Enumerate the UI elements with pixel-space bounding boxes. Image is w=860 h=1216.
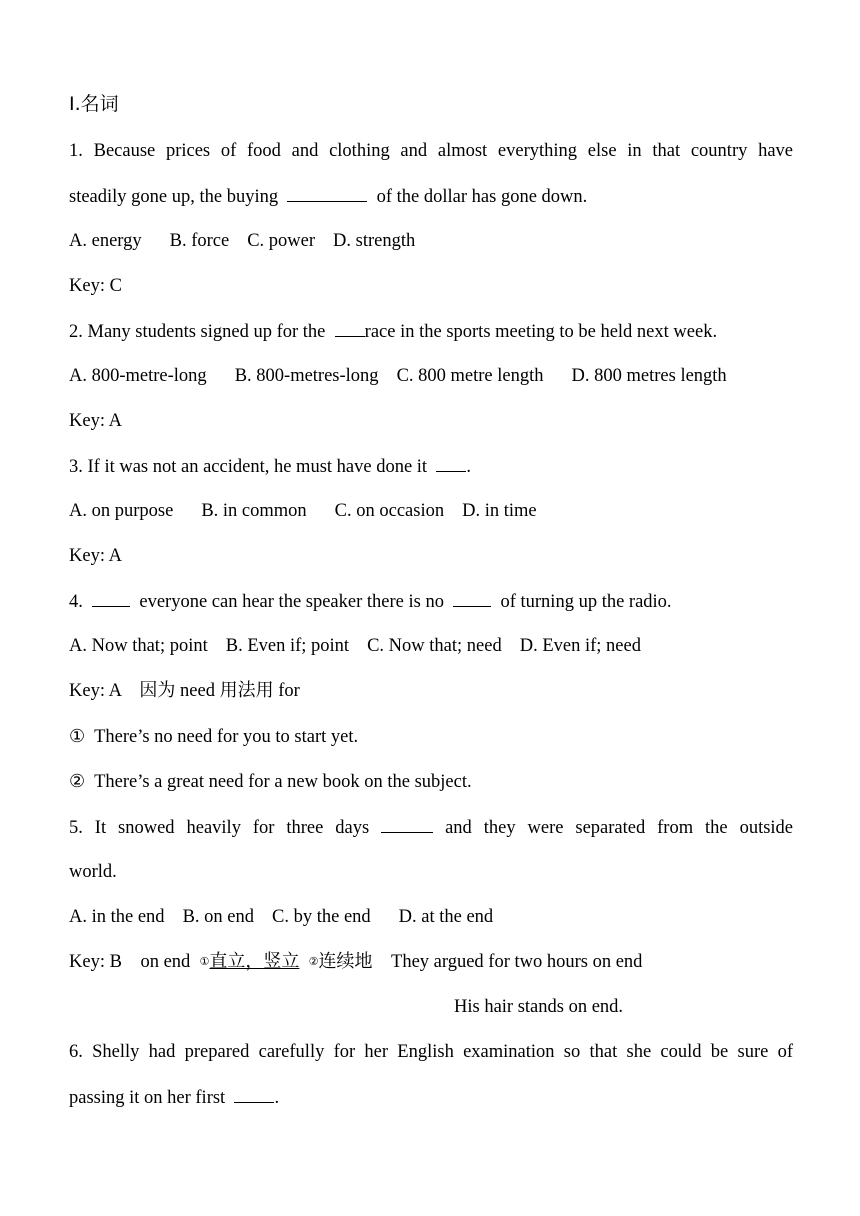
option-b: B. force	[169, 231, 230, 251]
note-cn: 因为	[139, 680, 176, 701]
answer-blank	[436, 454, 466, 472]
question-1-text-b: of the dollar has gone down.	[376, 187, 588, 207]
option-b: B. on end	[182, 907, 254, 927]
key-answer: Key: B	[69, 952, 122, 972]
question-4-example-1	[69, 725, 358, 749]
example-text: There’s a great need for a new book on the subject.	[94, 772, 472, 792]
question-2-options	[69, 364, 727, 388]
option-a: A. on purpose	[69, 501, 174, 521]
question-2-text	[69, 319, 717, 344]
option-b: B. 800-metres-long	[234, 366, 379, 386]
option-c: C. on occasion	[334, 501, 445, 521]
question-2-key: Key: A	[69, 411, 122, 431]
note-en-2: for	[278, 681, 300, 701]
question-5-line-2: world.	[69, 862, 117, 882]
question-6-text-b: .	[274, 1088, 280, 1108]
circled-number: ②	[69, 771, 86, 792]
option-a: A. Now that; point	[69, 636, 208, 656]
circled-number: ①	[69, 726, 86, 747]
option-a: A. energy	[69, 231, 142, 251]
question-4-text	[69, 589, 672, 614]
note-cn-2: 用法用	[219, 680, 274, 701]
option-a: A. in the end	[69, 907, 165, 927]
question-4-text-a: 4.	[69, 592, 83, 612]
option-c: C. Now that; need	[367, 636, 502, 656]
note-en: need	[180, 681, 215, 701]
question-3-key: Key: A	[69, 546, 122, 566]
key-answer: Key: A	[69, 681, 121, 701]
question-5-line-1	[69, 815, 793, 840]
question-3-text-a: 3. If it was not an accident, he must have done it	[69, 457, 428, 477]
option-d: D. 800 metres length	[571, 366, 727, 386]
question-6-text-a: passing it on her first	[69, 1088, 226, 1108]
option-d: D. strength	[333, 231, 416, 251]
question-4-text-c: of turning up the radio.	[500, 592, 672, 612]
question-6-line-2	[69, 1085, 279, 1110]
question-3-options	[69, 499, 537, 523]
question-4-example-2	[69, 770, 472, 794]
option-c: C. 800 metre length	[396, 366, 544, 386]
option-d: D. in time	[462, 501, 537, 521]
option-a: A. 800-metre-long	[69, 366, 207, 386]
answer-blank	[287, 184, 367, 202]
question-1-text-a: steadily gone up, the buying	[69, 187, 279, 207]
example-1: They argued for two hours on end	[391, 952, 643, 972]
question-2-text-b: race in the sports meeting to be held next week.	[364, 322, 718, 342]
answer-blank	[234, 1085, 274, 1103]
answer-blank	[92, 589, 130, 607]
answer-blank	[453, 589, 491, 607]
question-3-text	[69, 454, 471, 479]
meaning-2: 连续地	[318, 951, 373, 972]
meaning-1: 直立，竖立	[209, 951, 300, 972]
answer-blank	[381, 815, 433, 833]
question-1-key: Key: C	[69, 276, 122, 296]
question-1-options	[69, 229, 415, 253]
option-c: C. by the end	[272, 907, 371, 927]
option-c: C. power	[247, 231, 316, 251]
option-b: B. in common	[201, 501, 307, 521]
question-1-line-1: 1. Because prices of food and clothing and almost everything else in that country have	[69, 141, 793, 161]
question-1-line-2	[69, 184, 587, 209]
question-5-options	[69, 905, 493, 929]
section-title: I.名词	[69, 93, 119, 115]
question-5-key	[69, 950, 642, 974]
question-6-line-1: 6. Shelly had prepared carefully for her English examination so that she could be sure of	[69, 1042, 793, 1062]
answer-blank	[335, 319, 365, 337]
question-5-text-b: and they were separated from the outside	[445, 818, 794, 838]
question-4-text-b: everyone can hear the speaker there is no	[139, 592, 444, 612]
example-text: There’s no need for you to start yet.	[94, 727, 359, 747]
question-5-text-a: 5. It snowed heavily for three days	[69, 818, 370, 838]
question-3-text-b: .	[466, 457, 471, 477]
question-5-example-2: His hair stands on end.	[454, 997, 624, 1017]
option-d: D. Even if; need	[519, 636, 641, 656]
note-en: on end	[140, 952, 191, 972]
question-2-text-a: 2. Many students signed up for the	[69, 322, 326, 342]
circled-number: ①	[199, 955, 210, 968]
circled-number: ②	[308, 955, 319, 968]
question-4-options	[69, 634, 641, 658]
option-b: B. Even if; point	[225, 636, 350, 656]
option-d: D. at the end	[398, 907, 494, 927]
question-4-key	[69, 679, 300, 703]
